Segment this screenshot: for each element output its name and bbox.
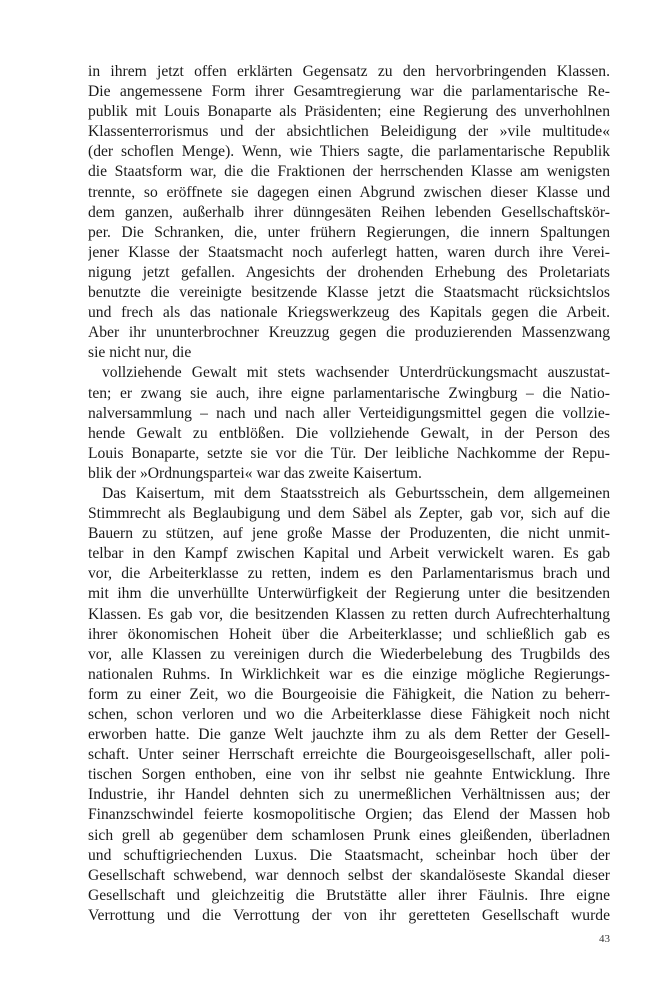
text-line: schen, schon verloren und wo die Arbeiterklasse diese Fähigkeit noch nicht [88, 706, 610, 723]
text-line: sie nicht nur, die [88, 344, 192, 362]
text-line: Klassen. Es gab vor, die besitzenden Klassen zu retten durch Aufrechterhaltung [88, 605, 610, 623]
text-line: in ihrem jetzt offen erklärten Gegensatz zu den hervorbringenden Klassen. [88, 63, 610, 80]
text-line: jener Klasse der Staatsmacht noch auferlegt hatten, waren durch ihre Verei- [88, 243, 610, 261]
text-line: Aber ihr ununterbrochner Kreuzzug gegen die produzierenden Massenzwang [88, 324, 610, 342]
text-line: trennte, so eröffnete sie dagegen einen Abgrund zwischen dieser Klasse und [88, 183, 610, 201]
text-line: Klassenterrorismus und der absichtlichen Beleidigung der »vile multitude« [88, 123, 610, 141]
text-line: Verrottung und die Verrottung der von ihr geretteten Gesellschaft wurde [88, 906, 610, 924]
text-line: mit ihm die unverhüllte Unterwürfigkeit der Regierung unter die besitzenden [88, 585, 610, 603]
text-line: dem ganzen, außerhalb ihrer dünngesäten Reihen lebenden Gesellschaftskör- [88, 203, 610, 221]
text-line: Das Kaisertum, mit dem Staatsstreich als Geburtsschein, dem allgemeinen [102, 484, 610, 502]
text-line: und frech als das nationale Kriegswerkzeug des Kapitals gegen die Arbeit. [88, 304, 610, 322]
text-line: vor, alle Klassen zu vereinigen durch die Wiederbelebung des Trugbilds des [88, 645, 610, 663]
text-line: benutzte die vereinigte besitzende Klasse jetzt die Staatsmacht rücksichtslos [88, 284, 610, 302]
text-line: tischen Sorgen enthoben, eine von ihr selbst nie geahnte Entwicklung. Ihre [88, 766, 610, 784]
text-line: nigung jetzt gefallen. Angesichts der drohenden Erhebung des Proletariats [88, 263, 610, 281]
text-line: hende Gewalt zu entblößen. Die vollziehende Gewalt, in der Person des [88, 424, 610, 442]
text-line: sich grell ab gegenüber dem schamlosen Prunk eines gleißenden, überladnen [88, 826, 610, 844]
text-line: (der schoflen Menge). Wenn, wie Thiers sagte, die parlamentarische Republik [88, 143, 610, 161]
text-line: schaft. Unter seiner Herrschaft erreichte die Bourgeoisgesellschaft, aller poli- [88, 746, 610, 764]
text-line: publik mit Louis Bonaparte als Präsidenten; eine Regierung des unverhohlnen [88, 103, 610, 121]
text-line: nalversammlung – nach und nach aller Verteidigungsmittel gegen die vollzie- [88, 404, 610, 422]
text-line: Industrie, ihr Handel dehnten sich zu unermeßlichen Verhältnissen aus; der [88, 786, 610, 804]
text-line: ihrer ökonomischen Hoheit über die Arbeiterklasse; und schließlich gab es [88, 625, 610, 643]
text-line: erworben hatte. Die ganze Welt jauchzte ihm zu als dem Retter der Gesell- [88, 726, 610, 744]
text-line: Finanzschwindel feierte kosmopolitische Orgien; das Elend der Massen hob [88, 806, 610, 824]
text-line: telbar in den Kampf zwischen Kapital und Arbeit verwickelt waren. Es gab [88, 545, 610, 563]
page-body [88, 62, 610, 926]
text-line: die Staatsform war, die die Fraktionen der herrschenden Klasse am wenigsten [88, 163, 610, 181]
page-number: 43 [599, 933, 610, 945]
text-line: vollziehende Gewalt mit stets wachsender Unterdrückungsmacht auszustat- [102, 364, 610, 382]
text-line: Louis Bonaparte, setzte sie vor die Tür. Der leibliche Nachkomme der Repu- [88, 444, 610, 462]
text-line: form zu einer Zeit, wo die Bourgeoisie die Fähigkeit, die Nation zu beherr- [88, 685, 610, 703]
text-line: Gesellschaft und gleichzeitig die Brutstätte aller ihrer Fäulnis. Ihre eigne [88, 886, 610, 904]
text-line: per. Die Schranken, die, unter frühern Regierungen, die innern Spaltungen [88, 223, 610, 241]
text-line: ten; er zwang sie auch, ihre eigne parlamentarische Zwingburg – die Natio- [88, 384, 610, 402]
text-line: Bauern zu stützen, auf jene große Masse der Produzenten, die nicht unmit- [88, 525, 610, 543]
text-line: vor, die Arbeiterklasse zu retten, indem es den Parlamentarismus brach und [88, 565, 610, 583]
text-line: und schuftigriechenden Luxus. Die Staatsmacht, scheinbar hoch über der [88, 846, 610, 864]
text-line: Die angemessene Form ihrer Gesamtregierung war die parlamentarische Re- [88, 83, 610, 101]
text-line: Gesellschaft schwebend, war dennoch selbst der skandalöseste Skandal dieser [88, 866, 610, 884]
text-line: Stimmrecht als Beglaubigung und dem Säbel als Zepter, gab vor, sich auf die [88, 505, 610, 523]
text-line: nationalen Ruhms. In Wirklichkeit war es die einzige mögliche Regierungs- [88, 665, 610, 683]
text-line: blik der »Ordnungspartei« war das zweite Kaisertum. [88, 464, 422, 482]
